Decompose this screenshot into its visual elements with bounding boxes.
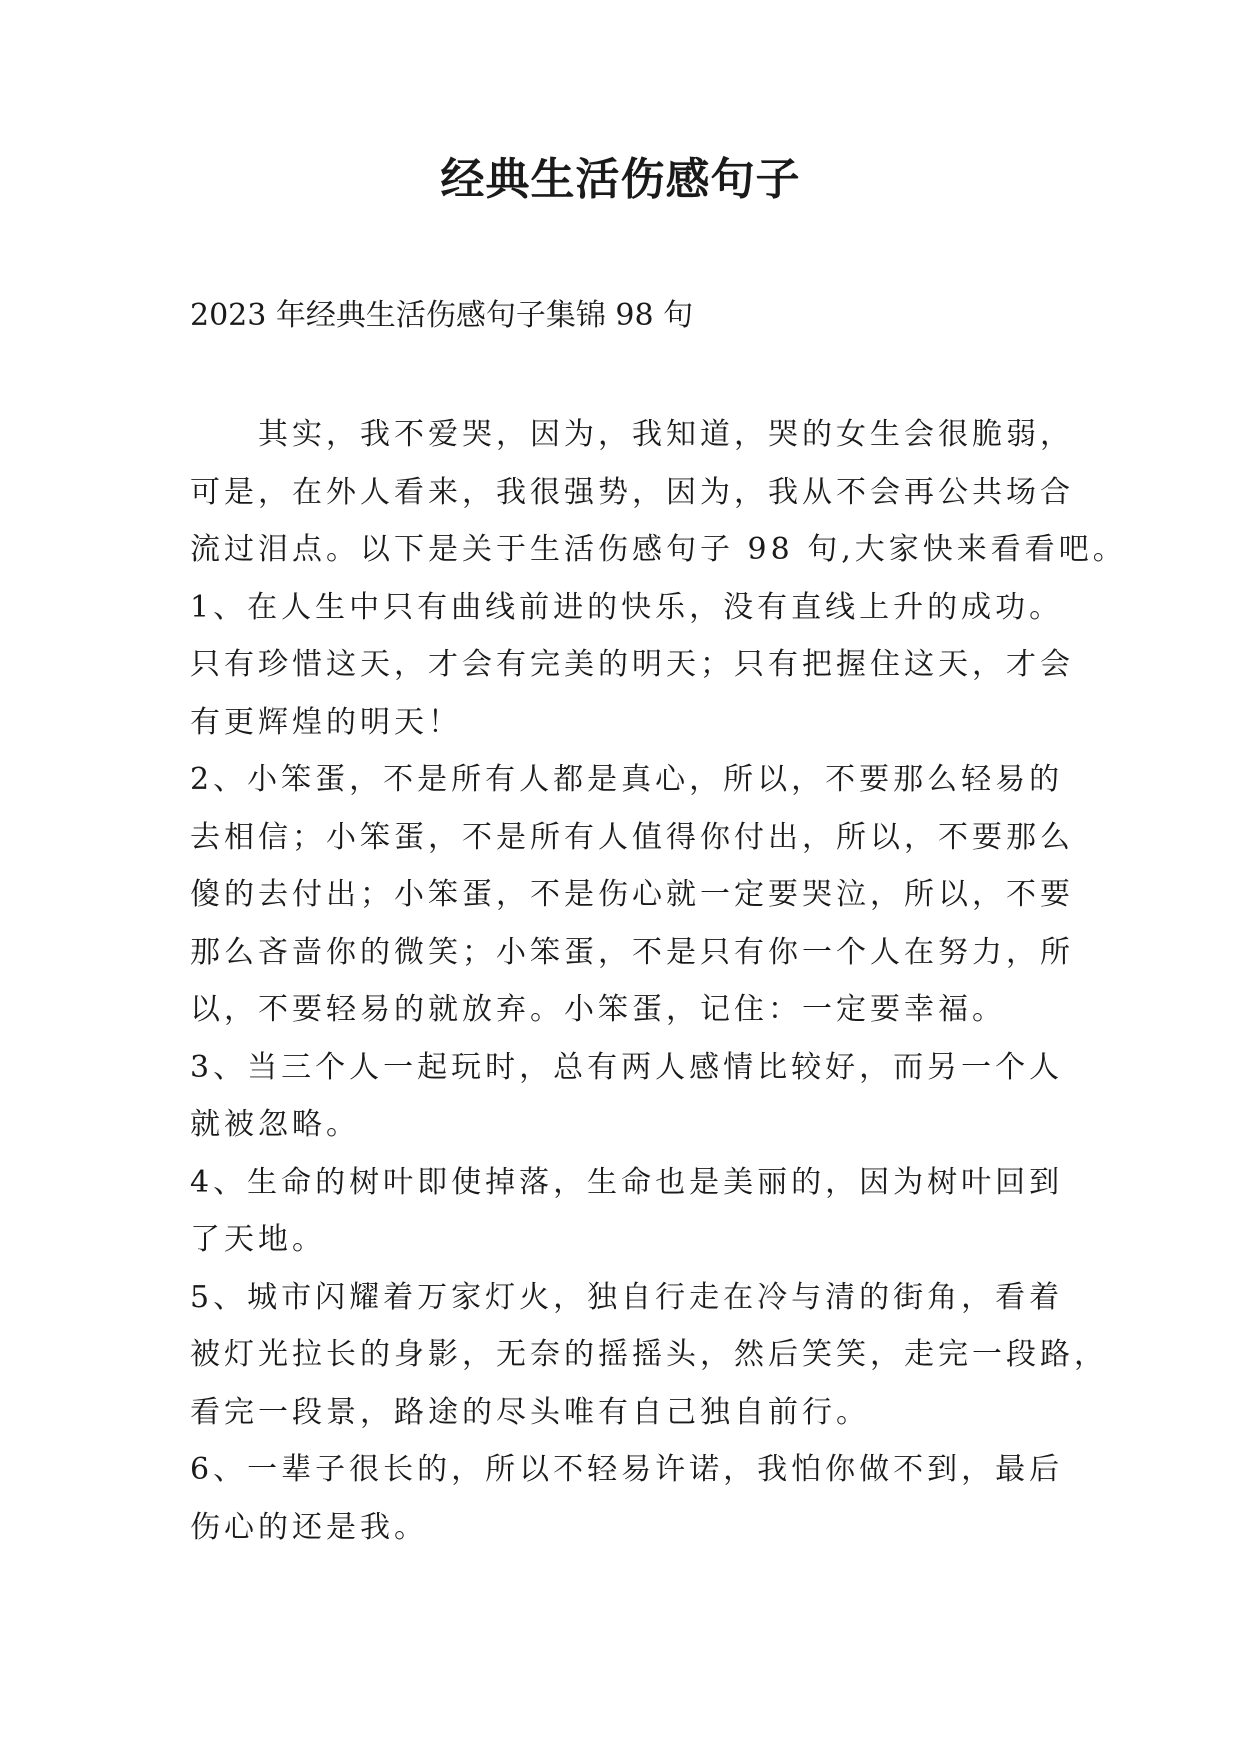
text-line: 去相信；小笨蛋，不是所有人值得你付出，所以，不要那么: [190, 819, 1074, 855]
text-line: 3、当三个人一起玩时，总有两人感情比较好，而另一个人: [190, 1049, 1064, 1085]
text-line: 流过泪点。以下是关于生活伤感句子 98 句,大家快来看看吧。: [190, 532, 1127, 567]
text-line: 了天地。: [190, 1222, 326, 1257]
text-line: 4、生命的树叶即使掉落，生命也是美丽的，因为树叶回到: [190, 1164, 1064, 1200]
text-line: 就被忽略。: [190, 1107, 360, 1142]
text-line: 伤心的还是我。: [190, 1509, 428, 1545]
document-title: 经典生活伤感句子: [440, 154, 801, 205]
document-body: [190, 406, 1127, 1556]
text-line: 有更辉煌的明天！: [190, 704, 462, 740]
text-line: 2、小笨蛋，不是所有人都是真心，所以，不要那么轻易的: [190, 762, 1064, 797]
text-line: 傻的去付出；小笨蛋，不是伤心就一定要哭泣，所以，不要: [190, 877, 1074, 912]
text-line: 只有珍惜这天，才会有完美的明天；只有把握住这天，才会: [190, 647, 1074, 682]
text-line: 其实，我不爱哭，因为，我知道，哭的女生会很脆弱，: [258, 417, 1074, 452]
text-line: 5、城市闪耀着万家灯火，独自行走在冷与清的街角，看着: [190, 1279, 1064, 1315]
text-line: 1、在人生中只有曲线前进的快乐，没有直线上升的成功。: [190, 589, 1064, 625]
text-line: 可是，在外人看来，我很强势，因为，我从不会再公共场合: [190, 474, 1074, 510]
text-line: 被灯光拉长的身影，无奈的摇摇头，然后笑笑，走完一段路，: [190, 1337, 1108, 1372]
document-subtitle: 2023 年经典生活伤感句子集锦 98 句: [190, 298, 694, 333]
text-line: 看完一段景，路途的尽头唯有自己独自前行。: [190, 1394, 870, 1430]
text-line: 6、一辈子很长的，所以不轻易许诺，我怕你做不到，最后: [190, 1452, 1064, 1487]
text-line: 那么吝啬你的微笑；小笨蛋，不是只有你一个人在努力，所: [190, 934, 1074, 970]
text-line: 以，不要轻易的就放弃。小笨蛋，记住：一定要幸福。: [190, 992, 1006, 1027]
